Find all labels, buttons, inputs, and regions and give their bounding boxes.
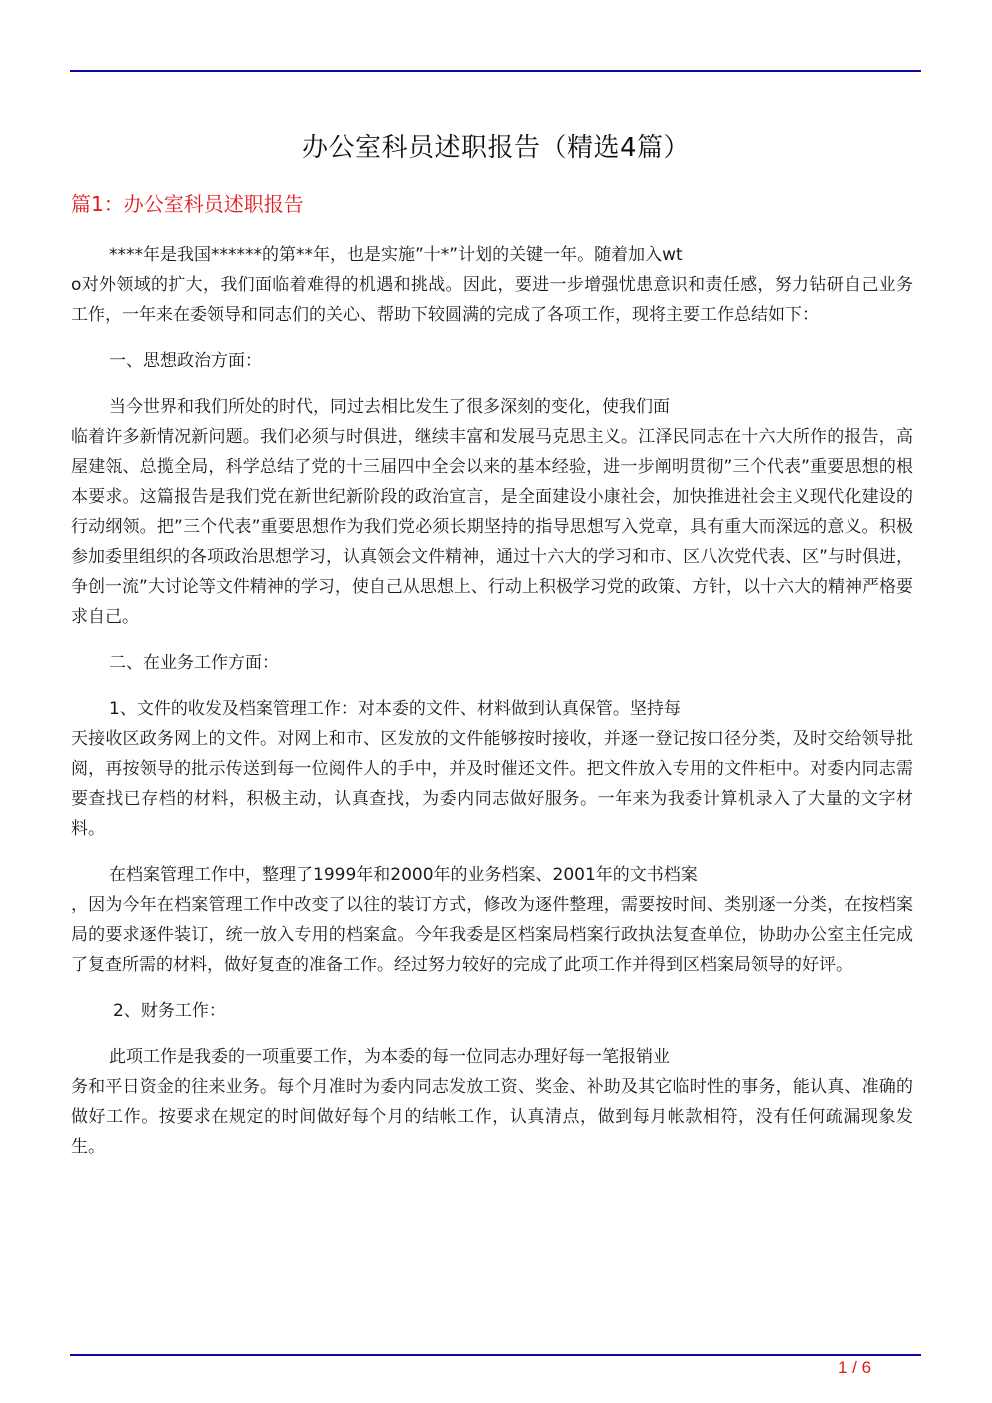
paragraph-text: ，因为今年在档案管理工作中改变了以往的装订方式，修改为逐件整理，需要按时间、类别逐一分类，在按档案局的要求逐件装订，统一放入专用的档案盒。今年我委是区档案局档案行政执法复查单位，协助办公室主任完成了复查所需的材料，做好复查的准备工作。经过努力较好的完成了此项工作并得到区档案局领导的好评。 — [71, 895, 913, 975]
paragraph-first-line: 在档案管理工作中，整理了1999年和2000年的业务档案、2001年的文书档案 — [109, 865, 698, 885]
paragraph-finance — [71, 1042, 913, 1162]
paragraph-first-line: 当今世界和我们所处的时代，同过去相比发生了很多深刻的变化，使我们面 — [109, 397, 670, 417]
paragraph-text: 务和平日资金的往来业务。每个月准时为委内同志发放工资、奖金、补助及其它临时性的事务，能认真、准确的做好工作。按要求在规定的时间做好每个月的结帐工作，认真清点，做到每月帐款相符，没有任何疏漏现象发生。 — [71, 1077, 913, 1157]
subheading-ideology: 一、思想政治方面： — [109, 351, 262, 371]
paragraph-documents — [71, 694, 913, 844]
document-body — [71, 240, 913, 1178]
subheading-business: 二、在业务工作方面： — [109, 653, 279, 673]
paragraph-first-line: ****年是我国******的第**年，也是实施”十*”计划的关键一年。随着加入wt — [109, 245, 683, 265]
document-title: 办公室科员述职报告（精选4篇） — [301, 133, 691, 163]
paragraph-intro — [71, 240, 913, 330]
subheading-finance: 2、财务工作： — [113, 1001, 226, 1021]
footer-rule — [70, 1354, 921, 1356]
paragraph-first-line: 此项工作是我委的一项重要工作，为本委的每一位同志办理好每一笔报销业 — [109, 1047, 670, 1067]
paragraph-first-line: 1、文件的收发及档案管理工作：对本委的文件、材料做到认真保管。坚持每 — [109, 699, 681, 719]
paragraph-archives — [71, 860, 913, 980]
paragraph-ideology — [71, 392, 913, 632]
paragraph-text: o对外领域的扩大，我们面临着难得的机遇和挑战。因此，要进一步增强忧患意识和责任感，努力钻研自己业务工作，一年来在委领导和同志们的关心、帮助下较圆满的完成了各项工作，现将主要工作总结如下： — [71, 275, 913, 325]
header-rule — [70, 70, 921, 72]
page-number: 1 / 6 — [838, 1358, 872, 1377]
paragraph-text: 天接收区政务网上的文件。对网上和市、区发放的文件能够按时接收，并逐一登记按口径分类，及时交给领导批阅，再按领导的批示传送到每一位阅件人的手中，并及时催还文件。把文件放入专用的文件柜中。对委内同志需要查找已存档的材料，积极主动，认真查找，为委内同志做好服务。一年来为我委计算机录入了大量的文字材料。 — [71, 729, 913, 839]
section-heading: 篇1：办公室科员述职报告 — [71, 192, 304, 216]
paragraph-text: 临着许多新情况新问题。我们必须与时俱进，继续丰富和发展马克思主义。江泽民同志在十六大所作的报告，高屋建瓴、总揽全局，科学总结了党的十三届四中全会以来的基本经验，进一步阐明贯彻”三个代表”重要思想的根本要求。这篇报告是我们党在新世纪新阶段的政治宣言，是全面建设小康社会，加快推进社会主义现代化建设的行动纲领。把”三个代表”重要思想作为我们党必须长期坚持的指导思想写入党章，具有重大而深远的意义。积极参加委里组织的各项政治思想学习，认真领会文件精神，通过十六大的学习和市、区八次党代表、区”与时俱进，争创一流”大讨论等文件精神的学习，使自己从思想上、行动上积极学习党的政策、方针，以十六大的精神严格要求自己。 — [71, 427, 913, 627]
